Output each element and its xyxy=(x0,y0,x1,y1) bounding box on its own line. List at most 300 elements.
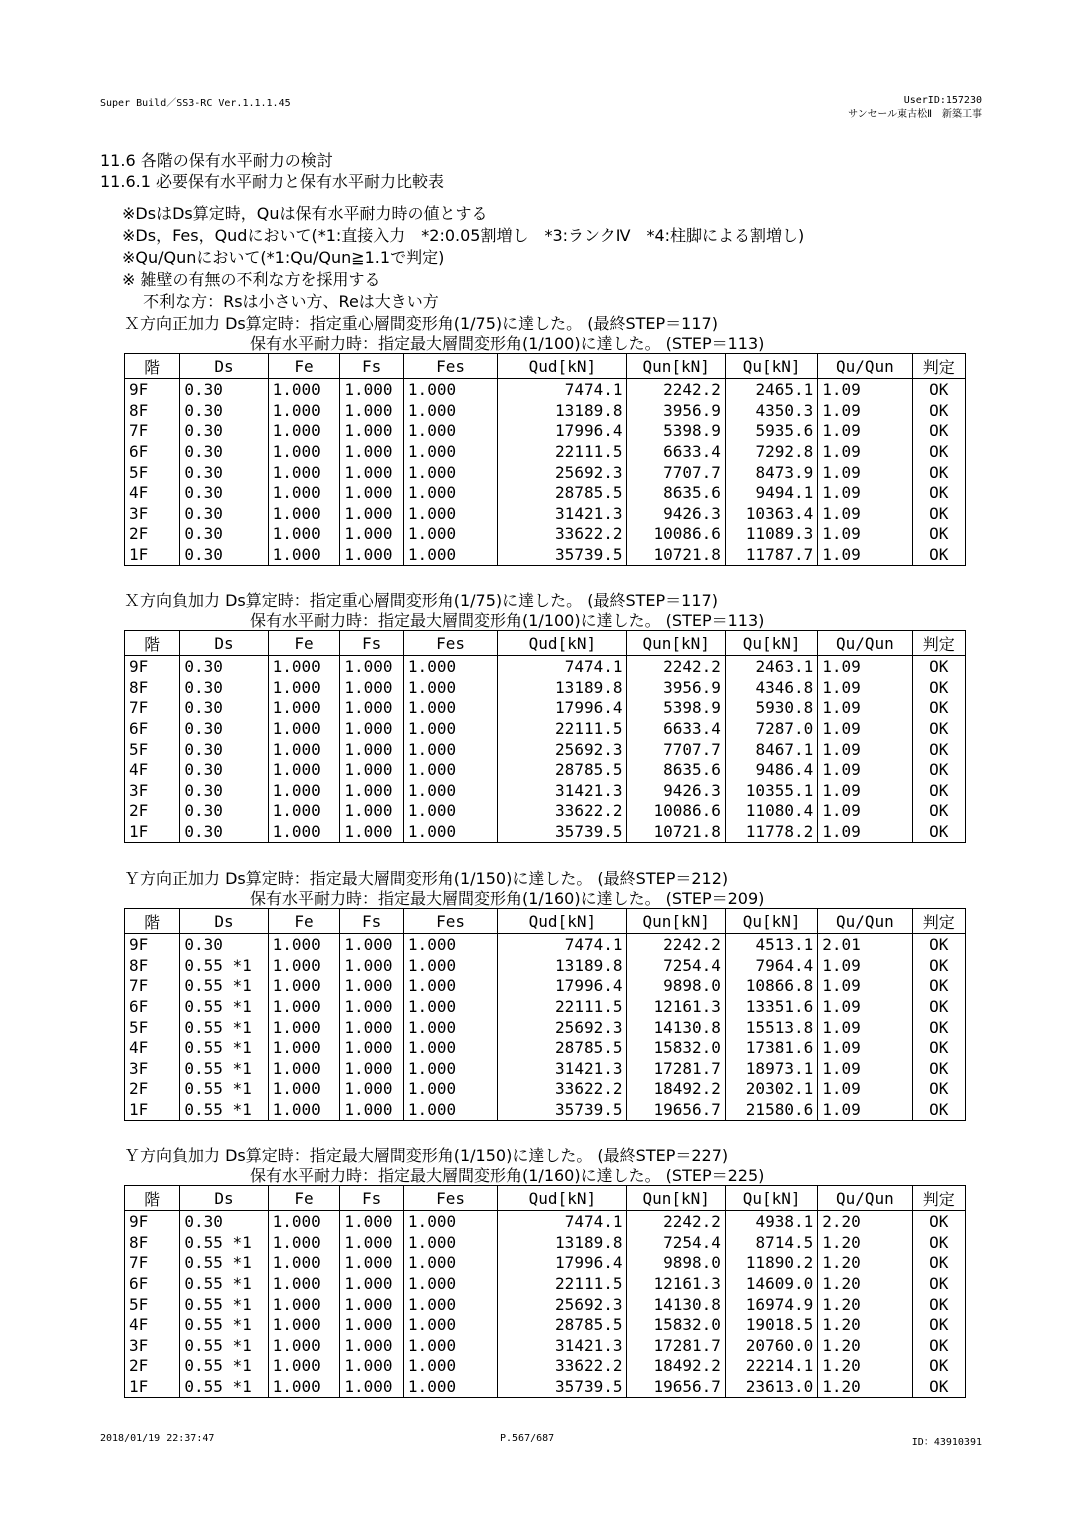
table-cell: 1.000 xyxy=(268,760,340,781)
table-cell: 1.000 xyxy=(340,719,404,740)
table-header-row xyxy=(125,909,966,934)
table-cell: OK xyxy=(912,1233,965,1254)
table-header-row xyxy=(125,354,966,379)
table-cell: 1.09 xyxy=(818,545,912,566)
table-cell: 6F xyxy=(125,997,180,1018)
table-cell: 4F xyxy=(125,483,180,504)
table-cell: 1.09 xyxy=(818,442,912,463)
table-cell: 5F xyxy=(125,1017,180,1038)
table-row xyxy=(125,698,966,719)
table-cell: 33622.2 xyxy=(498,1079,627,1100)
table-cell: 0.30 xyxy=(180,545,268,566)
column-header: 判定 xyxy=(912,909,965,934)
table-cell: 18492.2 xyxy=(627,1356,725,1377)
table-cell: 7707.7 xyxy=(627,739,725,760)
table-cell: 1.000 xyxy=(268,1211,340,1233)
table-cell: 1.000 xyxy=(340,1059,404,1080)
table-cell: 4F xyxy=(125,1315,180,1336)
table-cell: 13189.8 xyxy=(498,956,627,977)
table-cell: 13351.6 xyxy=(725,997,817,1018)
table-cell: 0.55 *1 xyxy=(180,976,268,997)
table-cell: OK xyxy=(912,956,965,977)
table-cell: 1.000 xyxy=(403,760,497,781)
table-row xyxy=(125,1377,966,1398)
table-cell: OK xyxy=(912,421,965,442)
table-cell: 7474.1 xyxy=(498,934,627,956)
header-right xyxy=(848,94,982,122)
table-cell: 1.000 xyxy=(403,524,497,545)
table-cell: OK xyxy=(912,1294,965,1315)
table-cell: 9F xyxy=(125,379,180,401)
table-cell: 1.000 xyxy=(268,483,340,504)
table-condition-qu: 保有水平耐力時：指定最大層間変形角(1/160)に達した。 (STEP＝225) xyxy=(250,1166,765,1185)
table-cell: 0.55 *1 xyxy=(180,1038,268,1059)
table-cell: 8F xyxy=(125,401,180,422)
table-cell: 1.000 xyxy=(403,545,497,566)
table-cell: OK xyxy=(912,781,965,802)
table-cell: 19656.7 xyxy=(627,1377,725,1398)
table-cell: 1.000 xyxy=(340,760,404,781)
table-row xyxy=(125,956,966,977)
table-cell: 3F xyxy=(125,781,180,802)
table-cell: OK xyxy=(912,1059,965,1080)
table-cell: 4F xyxy=(125,1038,180,1059)
table-cell: OK xyxy=(912,1356,965,1377)
table-cell: 31421.3 xyxy=(498,1059,627,1080)
table-cell: 7F xyxy=(125,421,180,442)
column-header: Fes xyxy=(403,1186,497,1211)
table-cell: 2463.1 xyxy=(725,656,817,678)
table-cell: 2.01 xyxy=(818,934,912,956)
table-cell: 1.000 xyxy=(403,934,497,956)
column-header: Fe xyxy=(268,1186,340,1211)
table-cell: 1.000 xyxy=(268,524,340,545)
table-cell: 1.000 xyxy=(403,1017,497,1038)
page-number: P.567/687 xyxy=(500,1433,555,1444)
column-header: 階 xyxy=(125,631,180,656)
table-cell: 0.55 *1 xyxy=(180,1315,268,1336)
table-cell: 2F xyxy=(125,1079,180,1100)
table-cell: 0.30 xyxy=(180,483,268,504)
table-cell: 1.000 xyxy=(268,976,340,997)
table-cell: 1.000 xyxy=(340,1100,404,1121)
table-row xyxy=(125,976,966,997)
table-cell: 1.000 xyxy=(340,401,404,422)
table-cell: 17281.7 xyxy=(627,1059,725,1080)
column-header: Qud[kN] xyxy=(498,909,627,934)
table-cell: 6F xyxy=(125,442,180,463)
table-condition-ds: Ｘ方向負加力 Ds算定時：指定重心層間変形角(1/75)に達した。 (最終STEP＝117) xyxy=(124,591,718,610)
table-cell: OK xyxy=(912,934,965,956)
table-cell: 11778.2 xyxy=(725,822,817,843)
table-cell: 1.000 xyxy=(340,524,404,545)
table-cell: 2242.2 xyxy=(627,1211,725,1233)
table-row xyxy=(125,1274,966,1295)
table-cell: 1.000 xyxy=(268,1336,340,1357)
column-header: Fs xyxy=(340,1186,404,1211)
column-header: Fe xyxy=(268,354,340,379)
table-cell: 35739.5 xyxy=(498,1100,627,1121)
table-cell: 1.000 xyxy=(268,656,340,678)
table-cell: 1.000 xyxy=(340,698,404,719)
table-cell: OK xyxy=(912,1274,965,1295)
table-row xyxy=(125,1253,966,1274)
table-cell: 1.000 xyxy=(403,1253,497,1274)
table-row xyxy=(125,401,966,422)
table-cell: 5F xyxy=(125,462,180,483)
table-cell: 1.09 xyxy=(818,524,912,545)
table-cell: 0.30 xyxy=(180,678,268,699)
table-row xyxy=(125,760,966,781)
table-cell: 6633.4 xyxy=(627,442,725,463)
column-header: Fe xyxy=(268,631,340,656)
table-cell: 1.000 xyxy=(268,739,340,760)
table-cell: 1.000 xyxy=(340,1377,404,1398)
column-header: Ds xyxy=(180,1186,268,1211)
table-cell: 1.000 xyxy=(403,781,497,802)
table-cell: 0.30 xyxy=(180,504,268,525)
table-cell: 1.09 xyxy=(818,976,912,997)
table-cell: 1.000 xyxy=(268,781,340,802)
table-cell: 0.55 *1 xyxy=(180,1294,268,1315)
table-cell: 0.30 xyxy=(180,379,268,401)
table-cell: 0.55 *1 xyxy=(180,1233,268,1254)
table-cell: 1.000 xyxy=(403,483,497,504)
table-cell: 13189.8 xyxy=(498,1233,627,1254)
table-cell: 1.000 xyxy=(340,1294,404,1315)
table-cell: 13189.8 xyxy=(498,678,627,699)
table-cell: 15832.0 xyxy=(627,1038,725,1059)
table-cell: 1.20 xyxy=(818,1356,912,1377)
table-row xyxy=(125,524,966,545)
table-cell: 1.000 xyxy=(268,1356,340,1377)
table-cell: 7287.0 xyxy=(725,719,817,740)
table-cell: OK xyxy=(912,1017,965,1038)
table-cell: 7474.1 xyxy=(498,379,627,401)
table-row xyxy=(125,822,966,843)
table-cell: 1.09 xyxy=(818,401,912,422)
table-cell: 1.000 xyxy=(403,1059,497,1080)
column-header: 判定 xyxy=(912,354,965,379)
table-cell: 1.09 xyxy=(818,678,912,699)
table-cell: 1F xyxy=(125,1377,180,1398)
table-cell: 1.000 xyxy=(340,1038,404,1059)
table-cell: 1.000 xyxy=(403,678,497,699)
table-cell: OK xyxy=(912,462,965,483)
table-cell: 1.09 xyxy=(818,719,912,740)
table-cell: 22111.5 xyxy=(498,719,627,740)
table-cell: 1.000 xyxy=(403,462,497,483)
column-header: Fs xyxy=(340,631,404,656)
table-cell: 1.000 xyxy=(268,1017,340,1038)
table-cell: 7474.1 xyxy=(498,1211,627,1233)
table-cell: 1.000 xyxy=(340,997,404,1018)
column-header: Qu/Qun xyxy=(818,909,912,934)
table-cell: 33622.2 xyxy=(498,524,627,545)
table-cell: 31421.3 xyxy=(498,781,627,802)
column-header: Qu/Qun xyxy=(818,1186,912,1211)
table-cell: 5F xyxy=(125,1294,180,1315)
table-cell: OK xyxy=(912,997,965,1018)
table-cell: 1.000 xyxy=(403,504,497,525)
table-cell: 1.000 xyxy=(268,822,340,843)
table-cell: 2F xyxy=(125,524,180,545)
table-cell: 12161.3 xyxy=(627,997,725,1018)
table-cell: 1.000 xyxy=(340,678,404,699)
table-header-row xyxy=(125,631,966,656)
table-row xyxy=(125,1079,966,1100)
table-cell: 1.000 xyxy=(403,801,497,822)
table-cell: 1.000 xyxy=(268,1274,340,1295)
section-subtitle: 11.6.1 必要保有水平耐力と保有水平耐力比較表 xyxy=(100,172,444,191)
table-cell: 17381.6 xyxy=(725,1038,817,1059)
table-cell: 0.30 xyxy=(180,401,268,422)
table-cell: 17281.7 xyxy=(627,1336,725,1357)
table-cell: 8F xyxy=(125,1233,180,1254)
table-cell: 1.000 xyxy=(403,1315,497,1336)
table-cell: 8467.1 xyxy=(725,739,817,760)
table-cell: 1.000 xyxy=(403,698,497,719)
table-cell: 1.09 xyxy=(818,483,912,504)
table-cell: 8635.6 xyxy=(627,483,725,504)
table-cell: OK xyxy=(912,1100,965,1121)
column-header: Qun[kN] xyxy=(627,631,725,656)
table-cell: 7964.4 xyxy=(725,956,817,977)
table-cell: 28785.5 xyxy=(498,1315,627,1336)
table-cell: 11787.7 xyxy=(725,545,817,566)
table-cell: 1.000 xyxy=(340,1274,404,1295)
column-header: Qun[kN] xyxy=(627,1186,725,1211)
table-cell: 22111.5 xyxy=(498,442,627,463)
table-row xyxy=(125,379,966,401)
table-cell: 35739.5 xyxy=(498,1377,627,1398)
table-cell: 31421.3 xyxy=(498,504,627,525)
table-cell: 4938.1 xyxy=(725,1211,817,1233)
table-cell: 1.000 xyxy=(340,1336,404,1357)
table-cell: 0.55 *1 xyxy=(180,1059,268,1080)
table-cell: OK xyxy=(912,822,965,843)
table-cell: 10355.1 xyxy=(725,781,817,802)
table-cell: 1.000 xyxy=(340,1356,404,1377)
column-header: Qud[kN] xyxy=(498,354,627,379)
table-cell: 0.30 xyxy=(180,442,268,463)
table-cell: 1.20 xyxy=(818,1274,912,1295)
table-cell: 14130.8 xyxy=(627,1294,725,1315)
table-cell: 1.000 xyxy=(268,401,340,422)
table-cell: 17996.4 xyxy=(498,698,627,719)
table-row xyxy=(125,1038,966,1059)
table-cell: 1.000 xyxy=(340,421,404,442)
table-cell: 28785.5 xyxy=(498,483,627,504)
strength-table xyxy=(124,353,966,566)
table-cell: OK xyxy=(912,1211,965,1233)
table-cell: 14609.0 xyxy=(725,1274,817,1295)
table-cell: 1F xyxy=(125,545,180,566)
table-row xyxy=(125,656,966,678)
table-cell: 2465.1 xyxy=(725,379,817,401)
table-cell: 3956.9 xyxy=(627,678,725,699)
table-cell: 6633.4 xyxy=(627,719,725,740)
table-cell: 3F xyxy=(125,504,180,525)
table-cell: 19018.5 xyxy=(725,1315,817,1336)
table-cell: 1.000 xyxy=(340,1253,404,1274)
document-id: ID：43910391 xyxy=(911,1437,982,1448)
table-cell: 8F xyxy=(125,678,180,699)
table-cell: 0.30 xyxy=(180,1211,268,1233)
table-cell: 8714.5 xyxy=(725,1233,817,1254)
table-row xyxy=(125,545,966,566)
table-cell: 1.09 xyxy=(818,379,912,401)
table-cell: OK xyxy=(912,678,965,699)
table-cell: 8473.9 xyxy=(725,462,817,483)
table-row xyxy=(125,504,966,525)
table-cell: 1.000 xyxy=(403,656,497,678)
table-cell: 9F xyxy=(125,656,180,678)
table-row xyxy=(125,1100,966,1121)
table-cell: OK xyxy=(912,401,965,422)
table-cell: 0.30 xyxy=(180,656,268,678)
note-line: ※ 雑壁の有無の不利な方を採用する xyxy=(122,270,381,289)
table-cell: 5F xyxy=(125,739,180,760)
table-cell: 17996.4 xyxy=(498,976,627,997)
table-cell: 1.09 xyxy=(818,1100,912,1121)
table-cell: 10363.4 xyxy=(725,504,817,525)
column-header: Qu[kN] xyxy=(725,909,817,934)
table-cell: 1.000 xyxy=(340,545,404,566)
table-cell: OK xyxy=(912,739,965,760)
column-header: 判定 xyxy=(912,631,965,656)
table-cell: OK xyxy=(912,1079,965,1100)
table-cell: 1.000 xyxy=(268,1100,340,1121)
table-cell: 0.55 *1 xyxy=(180,1274,268,1295)
table-cell: 1.000 xyxy=(403,401,497,422)
table-cell: 1.000 xyxy=(403,956,497,977)
strength-table xyxy=(124,908,966,1121)
table-cell: 0.55 *1 xyxy=(180,1100,268,1121)
table-cell: 1.000 xyxy=(340,656,404,678)
table-cell: 0.30 xyxy=(180,739,268,760)
table-cell: 2.20 xyxy=(818,1211,912,1233)
user-id: UserID:157230 xyxy=(903,95,982,106)
table-cell: OK xyxy=(912,1336,965,1357)
table-cell: 7F xyxy=(125,698,180,719)
table-cell: 7292.8 xyxy=(725,442,817,463)
table-row xyxy=(125,739,966,760)
table-cell: 17996.4 xyxy=(498,1253,627,1274)
column-header: Ds xyxy=(180,354,268,379)
table-cell: 5930.8 xyxy=(725,698,817,719)
table-row xyxy=(125,462,966,483)
table-condition-qu: 保有水平耐力時：指定最大層間変形角(1/100)に達した。 (STEP＝113) xyxy=(250,334,765,353)
table-cell: OK xyxy=(912,1253,965,1274)
table-cell: OK xyxy=(912,1377,965,1398)
table-cell: 1.000 xyxy=(340,1211,404,1233)
table-cell: OK xyxy=(912,801,965,822)
table-cell: 9486.4 xyxy=(725,760,817,781)
table-cell: 1.000 xyxy=(403,1294,497,1315)
table-cell: 1.000 xyxy=(340,504,404,525)
table-cell: OK xyxy=(912,1315,965,1336)
table-cell: 0.55 *1 xyxy=(180,1253,268,1274)
table-cell: 3956.9 xyxy=(627,401,725,422)
table-cell: 1.09 xyxy=(818,956,912,977)
table-row xyxy=(125,801,966,822)
column-header: Fes xyxy=(403,354,497,379)
table-cell: 1.000 xyxy=(268,698,340,719)
column-header: 階 xyxy=(125,1186,180,1211)
column-header: Fes xyxy=(403,631,497,656)
table-cell: 31421.3 xyxy=(498,1336,627,1357)
table-cell: 1.000 xyxy=(403,739,497,760)
table-cell: 1.000 xyxy=(340,781,404,802)
table-cell: 1.000 xyxy=(403,1274,497,1295)
table-cell: 25692.3 xyxy=(498,1294,627,1315)
column-header: Qud[kN] xyxy=(498,631,627,656)
software-version: Super Build／SS3-RC Ver.1.1.1.45 xyxy=(100,98,291,109)
table-cell: 1.20 xyxy=(818,1315,912,1336)
note-line: ※DsはDs算定時，Quは保有水平耐力時の値とする xyxy=(122,204,488,223)
table-cell: 1.000 xyxy=(268,1233,340,1254)
table-cell: 20302.1 xyxy=(725,1079,817,1100)
column-header: 階 xyxy=(125,909,180,934)
column-header: 判定 xyxy=(912,1186,965,1211)
notes xyxy=(122,203,804,313)
table-cell: 7F xyxy=(125,1253,180,1274)
table-cell: 1F xyxy=(125,822,180,843)
table-cell: 1.000 xyxy=(403,421,497,442)
table-row xyxy=(125,1294,966,1315)
table-row xyxy=(125,421,966,442)
table-cell: 10721.8 xyxy=(627,545,725,566)
table-cell: 0.30 xyxy=(180,934,268,956)
column-header: Ds xyxy=(180,631,268,656)
table-cell: 1.000 xyxy=(268,719,340,740)
table-cell: 1.09 xyxy=(818,504,912,525)
table-row xyxy=(125,678,966,699)
table-cell: 1.09 xyxy=(818,1079,912,1100)
table-cell: 18973.1 xyxy=(725,1059,817,1080)
table-cell: 35739.5 xyxy=(498,545,627,566)
table-cell: 16974.9 xyxy=(725,1294,817,1315)
table-cell: 1.09 xyxy=(818,760,912,781)
table-cell: 10866.8 xyxy=(725,976,817,997)
table-cell: 14130.8 xyxy=(627,1017,725,1038)
table-cell: 25692.3 xyxy=(498,1017,627,1038)
table-cell: 1.20 xyxy=(818,1253,912,1274)
table-cell: 8635.6 xyxy=(627,760,725,781)
table-cell: 6F xyxy=(125,719,180,740)
table-cell: 4346.8 xyxy=(725,678,817,699)
table-cell: 33622.2 xyxy=(498,801,627,822)
table-cell: OK xyxy=(912,656,965,678)
table-cell: 3F xyxy=(125,1336,180,1357)
table-cell: 3F xyxy=(125,1059,180,1080)
table-cell: 28785.5 xyxy=(498,760,627,781)
table-cell: 1.000 xyxy=(403,1211,497,1233)
table-row xyxy=(125,934,966,956)
table-cell: 1.000 xyxy=(340,462,404,483)
table-cell: 9898.0 xyxy=(627,1253,725,1274)
table-cell: 1.20 xyxy=(818,1377,912,1398)
table-row xyxy=(125,1315,966,1336)
table-cell: 1.000 xyxy=(340,976,404,997)
table-cell: 1.000 xyxy=(268,1059,340,1080)
table-cell: 12161.3 xyxy=(627,1274,725,1295)
table-cell: 1.09 xyxy=(818,462,912,483)
column-header: Fs xyxy=(340,909,404,934)
table-cell: 1.09 xyxy=(818,997,912,1018)
table-cell: OK xyxy=(912,760,965,781)
